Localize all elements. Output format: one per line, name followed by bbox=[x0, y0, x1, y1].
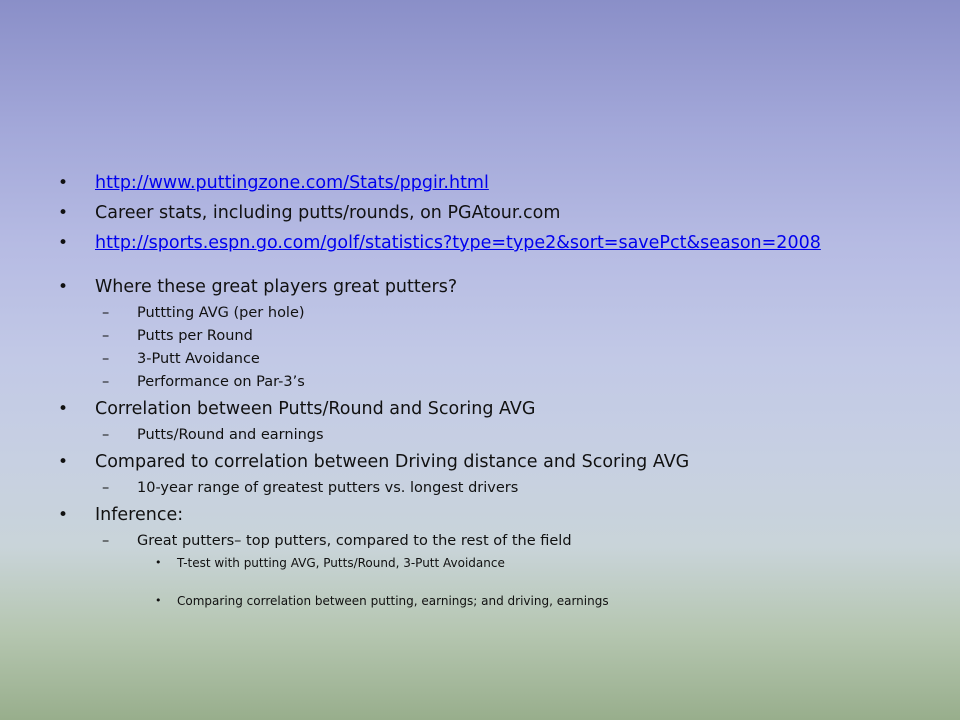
dash-icon: – bbox=[102, 305, 110, 321]
sub-item bbox=[58, 302, 938, 325]
sub-item bbox=[58, 371, 938, 394]
bullet-icon: • bbox=[58, 399, 69, 419]
sub-item-text: 3-Putt Avoidance bbox=[137, 351, 260, 367]
bullet-icon: • bbox=[155, 556, 162, 569]
sub-item bbox=[58, 530, 938, 553]
bullet-list bbox=[58, 168, 938, 611]
bullet-item-career-stats bbox=[58, 198, 938, 228]
sub-item bbox=[58, 348, 938, 371]
sub-item-text: Performance on Par-3’s bbox=[137, 374, 305, 390]
bullet-item-correlation bbox=[58, 394, 938, 424]
sub-item-text: Putts per Round bbox=[137, 328, 253, 344]
sub-sub-item-text: T-test with putting AVG, Putts/Round, 3-Putt Avoidance bbox=[177, 556, 505, 570]
sub-item bbox=[58, 477, 938, 500]
bullet-icon: • bbox=[58, 505, 69, 525]
dash-icon: – bbox=[102, 351, 110, 367]
dash-icon: – bbox=[102, 427, 110, 443]
compared-text: Compared to correlation between Driving distance and Scoring AVG bbox=[95, 452, 690, 472]
career-stats-text: Career stats, including putts/rounds, on PGAtour.com bbox=[95, 203, 561, 223]
bullet-icon: • bbox=[155, 594, 162, 607]
bullet-icon: • bbox=[58, 173, 69, 193]
dash-icon: – bbox=[102, 374, 110, 390]
dash-icon: – bbox=[102, 533, 110, 549]
bullet-item-compared bbox=[58, 447, 938, 477]
espn-statistics-link[interactable]: http://sports.espn.go.com/golf/statistics?type=type2&sort=savePct&season=2008 bbox=[95, 233, 821, 253]
dash-icon: – bbox=[102, 328, 110, 344]
sub-sub-item-text: Comparing correlation between putting, earnings; and driving, earnings bbox=[177, 594, 609, 608]
bullet-item-link2 bbox=[58, 228, 938, 258]
bullet-icon: • bbox=[58, 452, 69, 472]
sub-item bbox=[58, 325, 938, 348]
bullet-icon: • bbox=[58, 277, 69, 297]
bullet-item-link1 bbox=[58, 168, 938, 198]
puttingzone-link[interactable]: http://www.puttingzone.com/Stats/ppgir.html bbox=[95, 173, 489, 193]
great-putters-text: Where these great players great putters? bbox=[95, 277, 458, 297]
bullet-item-inference bbox=[58, 500, 938, 530]
sub-item-text: 10-year range of greatest putters vs. longest drivers bbox=[137, 480, 519, 496]
correlation-text: Correlation between Putts/Round and Scoring AVG bbox=[95, 399, 536, 419]
sub-sub-item bbox=[58, 591, 938, 611]
sub-item-text: Putts/Round and earnings bbox=[137, 427, 324, 443]
sub-item-text: Puttting AVG (per hole) bbox=[137, 305, 305, 321]
sub-item bbox=[58, 424, 938, 447]
bullet-icon: • bbox=[58, 233, 69, 253]
bullet-icon: • bbox=[58, 203, 69, 223]
sub-sub-item bbox=[58, 553, 938, 573]
spacer bbox=[58, 258, 938, 272]
sub-item-text: Great putters– top putters, compared to the rest of the field bbox=[137, 533, 572, 549]
bullet-item-great-putters bbox=[58, 272, 938, 302]
inference-text: Inference: bbox=[95, 505, 184, 525]
dash-icon: – bbox=[102, 480, 110, 496]
spacer bbox=[58, 573, 938, 591]
